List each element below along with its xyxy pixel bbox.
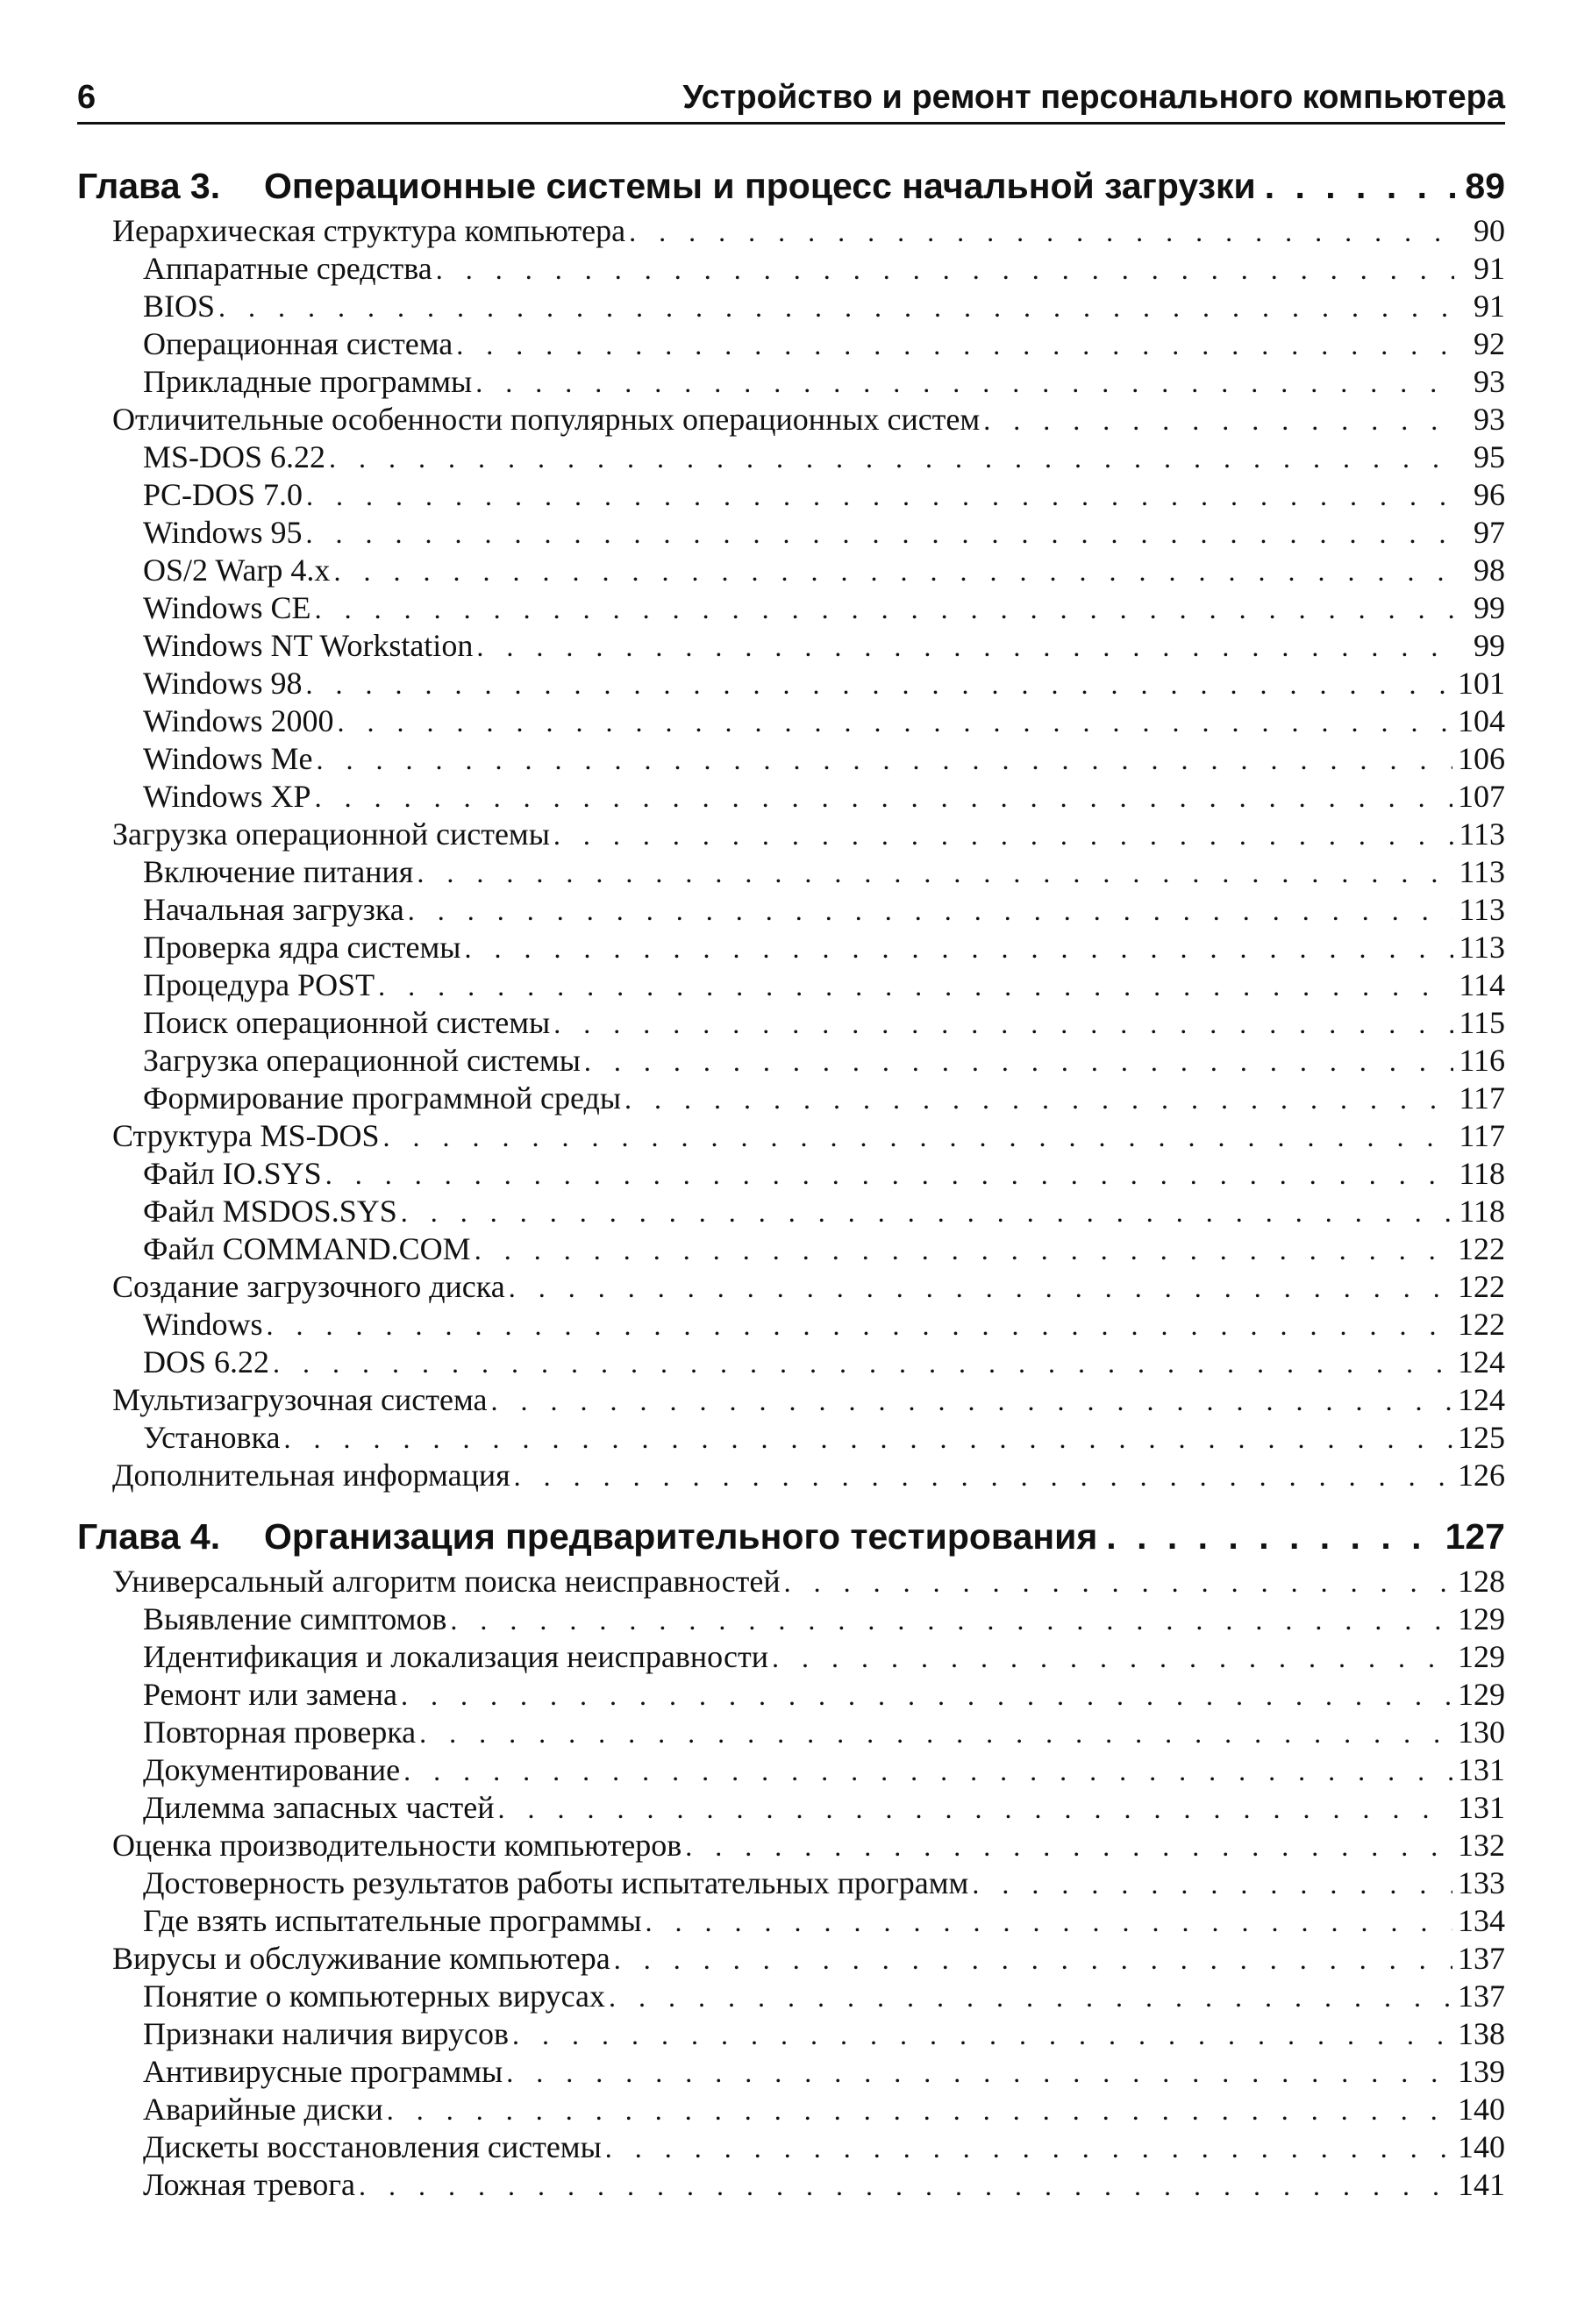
- entry-page-number: 96: [1474, 477, 1505, 512]
- entry-title: Файл COMMAND.COM: [143, 1231, 471, 1266]
- toc-subsection[interactable]: [77, 438, 1505, 476]
- dot-leader: [450, 1601, 1452, 1639]
- chapter-title: Операционные системы и процесс начальной загрузки: [264, 166, 1256, 206]
- entry-title: Дилемма запасных частей: [143, 1790, 495, 1825]
- dot-leader: [329, 439, 1454, 477]
- entry-title: Достоверность результатов работы испытательных программ: [143, 1865, 969, 1900]
- entry-title: Windows CE: [143, 590, 311, 625]
- dot-leader: [605, 2129, 1452, 2167]
- entry-page-number: 131: [1458, 1790, 1505, 1825]
- toc-subsection[interactable]: [77, 1751, 1505, 1789]
- toc-subsection[interactable]: [77, 1419, 1505, 1457]
- chapter-number: Глава 3.: [77, 166, 221, 206]
- entry-title: Windows: [143, 1307, 263, 1342]
- entry-title: Признаки наличия вирусов: [143, 2016, 509, 2051]
- dot-leader: [456, 326, 1454, 364]
- dot-leader: [283, 1420, 1452, 1458]
- toc-subsection[interactable]: [77, 1344, 1505, 1381]
- toc-subsection[interactable]: [77, 853, 1505, 891]
- dot-leader: [378, 967, 1453, 1005]
- entry-title: Понятие о компьютерных вирусах: [143, 1978, 606, 2014]
- entry-page-number: 106: [1458, 741, 1505, 776]
- dot-leader: [218, 289, 1454, 326]
- entry-title: Ложная тревога: [143, 2167, 355, 2202]
- dot-leader: [614, 1941, 1452, 1978]
- entry-title: Аварийные диски: [143, 2092, 383, 2127]
- entry-page-number: 99: [1474, 628, 1505, 663]
- entry-page-number: 92: [1474, 326, 1505, 361]
- entry-title: Ремонт или замена: [143, 1677, 398, 1712]
- dot-leader: [387, 2092, 1452, 2129]
- toc-subsection[interactable]: [77, 1080, 1505, 1117]
- dot-leader: [972, 1865, 1452, 1903]
- entry-page-number: 134: [1458, 1903, 1505, 1938]
- entry-page-number: 130: [1458, 1714, 1505, 1750]
- entry-title: Начальная загрузка: [143, 892, 404, 927]
- entry-title: Структура MS-DOS: [112, 1118, 380, 1153]
- toc-section[interactable]: [77, 1940, 1505, 1978]
- entry-title: Windows XP: [143, 779, 311, 814]
- toc-section[interactable]: [77, 212, 1505, 250]
- entry-page-number: 118: [1459, 1194, 1505, 1229]
- toc-section[interactable]: [77, 1268, 1505, 1306]
- toc-subsection[interactable]: [77, 1004, 1505, 1042]
- toc-subsection[interactable]: [77, 514, 1505, 552]
- entry-title: Антивирусные программы: [143, 2054, 503, 2089]
- entry-page-number: 122: [1458, 1307, 1505, 1342]
- entry-page-number: 97: [1474, 515, 1505, 550]
- entry-title: Установка: [143, 1420, 281, 1455]
- entry-title: Формирование программной среды: [143, 1080, 622, 1116]
- entry-title: PC-DOS 7.0: [143, 477, 303, 512]
- toc-subsection[interactable]: [77, 1902, 1505, 1940]
- toc-section[interactable]: [77, 1457, 1505, 1494]
- entry-title: OS/2 Warp 4.x: [143, 552, 331, 588]
- dot-leader: [553, 816, 1453, 854]
- toc-section[interactable]: [77, 1563, 1505, 1600]
- entry-page-number: 116: [1459, 1043, 1505, 1078]
- dot-leader: [553, 1005, 1453, 1043]
- chapter-entries: [77, 212, 1505, 1494]
- entry-page-number: 137: [1458, 1941, 1505, 1976]
- entry-page-number: 99: [1474, 590, 1505, 625]
- entry-page-number: 132: [1458, 1828, 1505, 1863]
- entry-page-number: 90: [1474, 213, 1505, 248]
- entry-page-number: 91: [1474, 251, 1505, 286]
- entry-title: Дополнительная информация: [112, 1458, 510, 1493]
- dot-leader: [401, 1194, 1454, 1231]
- entry-title: Вирусы и обслуживание компьютера: [112, 1941, 610, 1976]
- dot-leader: [609, 1978, 1452, 2016]
- entry-page-number: 113: [1459, 930, 1505, 965]
- dot-leader: [476, 628, 1454, 666]
- toc-subsection[interactable]: [77, 476, 1505, 514]
- entry-title: Проверка ядра системы: [143, 930, 461, 965]
- dot-leader: [685, 1828, 1452, 1865]
- entry-page-number: 124: [1458, 1382, 1505, 1417]
- toc-subsection[interactable]: [77, 1714, 1505, 1751]
- chapter-heading[interactable]: [77, 160, 1505, 212]
- entry-page-number: 128: [1458, 1564, 1505, 1599]
- toc-subsection[interactable]: [77, 1864, 1505, 1902]
- toc-subsection[interactable]: [77, 2015, 1505, 2053]
- dot-leader: [408, 892, 1454, 930]
- entry-title: Отличительные особенности популярных операционных систем: [112, 402, 981, 437]
- entry-title: Прикладные программы: [143, 364, 473, 399]
- entry-title: Windows NT Workstation: [143, 628, 474, 663]
- toc-section[interactable]: [77, 1117, 1505, 1155]
- entry-page-number: 137: [1458, 1978, 1505, 2014]
- entry-page-number: 117: [1459, 1118, 1505, 1153]
- dot-leader: [403, 1752, 1452, 1790]
- toc-subsection[interactable]: [77, 325, 1505, 363]
- entry-page-number: 131: [1458, 1752, 1505, 1787]
- dot-leader: [1106, 1510, 1436, 1563]
- toc-subsection[interactable]: [77, 1155, 1505, 1193]
- entry-title: Оценка производительности компьютеров: [112, 1828, 682, 1863]
- chapter-page-number: 89: [1465, 166, 1505, 206]
- dot-leader: [267, 1307, 1452, 1344]
- entry-page-number: 140: [1458, 2092, 1505, 2127]
- running-head: [77, 79, 1505, 125]
- toc-subsection[interactable]: [77, 1193, 1505, 1230]
- entry-page-number: 113: [1459, 816, 1505, 852]
- entry-title: DOS 6.22: [143, 1344, 270, 1379]
- entry-title: Мультизагрузочная система: [112, 1382, 488, 1417]
- toc-subsection[interactable]: [77, 2166, 1505, 2204]
- toc-subsection[interactable]: [77, 1789, 1505, 1827]
- chapter-number: Глава 4.: [77, 1516, 221, 1557]
- entry-title: Процедура POST: [143, 967, 375, 1002]
- toc-subsection[interactable]: [77, 1306, 1505, 1344]
- dot-leader: [475, 364, 1454, 402]
- toc-subsection[interactable]: [77, 363, 1505, 401]
- toc-subsection[interactable]: [77, 891, 1505, 929]
- toc-subsection[interactable]: [77, 250, 1505, 288]
- entry-page-number: 113: [1459, 892, 1505, 927]
- entry-title: Загрузка операционной системы: [112, 816, 550, 852]
- toc-subsection[interactable]: [77, 929, 1505, 966]
- entry-title: Где взять испытательные программы: [143, 1903, 642, 1938]
- entry-title: Документирование: [143, 1752, 401, 1787]
- dot-leader: [784, 1564, 1452, 1601]
- entry-page-number: 139: [1458, 2054, 1505, 2089]
- entry-title: Windows 98: [143, 666, 303, 701]
- toc-subsection[interactable]: [77, 2091, 1505, 2128]
- toc-subsection[interactable]: [77, 2053, 1505, 2091]
- dot-leader: [436, 251, 1454, 289]
- entry-page-number: 124: [1458, 1344, 1505, 1379]
- entry-title: Создание загрузочного диска: [112, 1269, 505, 1304]
- toc-subsection[interactable]: [77, 1230, 1505, 1268]
- chapter-title: Организация предварительного тестирования: [264, 1516, 1098, 1557]
- toc-subsection[interactable]: [77, 627, 1505, 665]
- dot-leader: [273, 1344, 1452, 1382]
- table-of-contents: [77, 160, 1505, 2204]
- entry-title: Дискеты восстановления системы: [143, 2129, 602, 2164]
- entry-page-number: 140: [1458, 2129, 1505, 2164]
- entry-title: Windows 2000: [143, 703, 334, 738]
- entry-page-number: 133: [1458, 1865, 1505, 1900]
- toc-subsection[interactable]: [77, 1676, 1505, 1714]
- entry-title: Выявление симптомов: [143, 1601, 447, 1636]
- dot-leader: [417, 854, 1453, 892]
- toc-subsection[interactable]: [77, 702, 1505, 740]
- dot-leader: [509, 1269, 1452, 1307]
- dot-leader: [1265, 160, 1457, 212]
- entry-page-number: 138: [1458, 2016, 1505, 2051]
- dot-leader: [498, 1790, 1453, 1828]
- toc-section[interactable]: [77, 816, 1505, 853]
- entry-page-number: 93: [1474, 402, 1505, 437]
- toc-subsection[interactable]: [77, 966, 1505, 1004]
- entry-page-number: 129: [1458, 1639, 1505, 1674]
- entry-title: Поиск операционной системы: [143, 1005, 551, 1040]
- entry-page-number: 141: [1458, 2167, 1505, 2202]
- dot-leader: [419, 1714, 1452, 1752]
- entry-title: Идентификация и локализация неисправности: [143, 1639, 769, 1674]
- entry-page-number: 125: [1458, 1420, 1505, 1455]
- book-title: Устройство и ремонт персонального компьютера: [682, 79, 1505, 116]
- dot-leader: [629, 213, 1454, 251]
- entry-page-number: 118: [1459, 1156, 1505, 1191]
- dot-leader: [315, 779, 1452, 816]
- entry-page-number: 91: [1474, 289, 1505, 324]
- toc-subsection[interactable]: [77, 1600, 1505, 1638]
- entry-page-number: 129: [1458, 1677, 1505, 1712]
- toc-section[interactable]: [77, 401, 1505, 438]
- toc-subsection[interactable]: [77, 740, 1505, 778]
- entry-page-number: 122: [1458, 1269, 1505, 1304]
- dot-leader: [983, 402, 1454, 439]
- entry-page-number: 115: [1459, 1005, 1505, 1040]
- toc-subsection[interactable]: [77, 1638, 1505, 1676]
- dot-leader: [306, 666, 1452, 703]
- entry-title: MS-DOS 6.22: [143, 439, 326, 474]
- entry-page-number: 122: [1458, 1231, 1505, 1266]
- dot-leader: [306, 477, 1454, 515]
- toc-subsection[interactable]: [77, 589, 1505, 627]
- entry-page-number: 114: [1459, 967, 1505, 1002]
- entry-title: Загрузка операционной системы: [143, 1043, 581, 1078]
- entry-title: Windows 95: [143, 515, 303, 550]
- dot-leader: [333, 552, 1454, 590]
- entry-title: Файл IO.SYS: [143, 1156, 322, 1191]
- dot-leader: [383, 1118, 1454, 1156]
- toc-subsection[interactable]: [77, 1978, 1505, 2015]
- toc-subsection[interactable]: [77, 665, 1505, 702]
- toc-subsection[interactable]: [77, 1042, 1505, 1080]
- entry-page-number: 93: [1474, 364, 1505, 399]
- entry-title: Повторная проверка: [143, 1714, 417, 1750]
- entry-page-number: 129: [1458, 1601, 1505, 1636]
- chapter-entries: [77, 1563, 1505, 2204]
- entry-title: Windows Me: [143, 741, 313, 776]
- dot-leader: [475, 1231, 1452, 1269]
- entry-title: Аппаратные средства: [143, 251, 432, 286]
- entry-page-number: 95: [1474, 439, 1505, 474]
- entry-title: Включение питания: [143, 854, 414, 889]
- dot-leader: [315, 590, 1454, 628]
- entry-page-number: 107: [1458, 779, 1505, 814]
- chapter-heading[interactable]: [77, 1510, 1505, 1563]
- dot-leader: [512, 2016, 1452, 2054]
- entry-page-number: 101: [1458, 666, 1505, 701]
- dot-leader: [359, 2167, 1452, 2205]
- entry-title: Иерархическая структура компьютера: [112, 213, 626, 248]
- dot-leader: [506, 2054, 1452, 2092]
- entry-page-number: 104: [1458, 703, 1505, 738]
- dot-leader: [490, 1382, 1452, 1420]
- page-number: 6: [77, 79, 96, 116]
- toc-section[interactable]: [77, 1381, 1505, 1419]
- toc-subsection[interactable]: [77, 2128, 1505, 2166]
- toc-subsection[interactable]: [77, 552, 1505, 589]
- entry-page-number: 117: [1459, 1080, 1505, 1116]
- dot-leader: [624, 1080, 1453, 1118]
- dot-leader: [325, 1156, 1454, 1194]
- dot-leader: [514, 1458, 1452, 1495]
- toc-subsection[interactable]: [77, 288, 1505, 325]
- dot-leader: [772, 1639, 1452, 1677]
- entry-title: Операционная система: [143, 326, 453, 361]
- entry-title: Универсальный алгоритм поиска неисправностей: [112, 1564, 781, 1599]
- dot-leader: [584, 1043, 1453, 1080]
- toc-subsection[interactable]: [77, 778, 1505, 816]
- chapter-page-number: 127: [1445, 1516, 1505, 1557]
- dot-leader: [401, 1677, 1452, 1714]
- dot-leader: [338, 703, 1452, 741]
- dot-leader: [306, 515, 1454, 552]
- entry-title: BIOS: [143, 289, 216, 324]
- dot-leader: [646, 1903, 1452, 1941]
- entry-page-number: 113: [1459, 854, 1505, 889]
- entry-title: Файл MSDOS.SYS: [143, 1194, 397, 1229]
- toc-section[interactable]: [77, 1827, 1505, 1864]
- entry-page-number: 126: [1458, 1458, 1505, 1493]
- dot-leader: [317, 741, 1452, 779]
- toc-page: [77, 79, 1505, 2220]
- dot-leader: [464, 930, 1453, 967]
- entry-page-number: 98: [1474, 552, 1505, 588]
